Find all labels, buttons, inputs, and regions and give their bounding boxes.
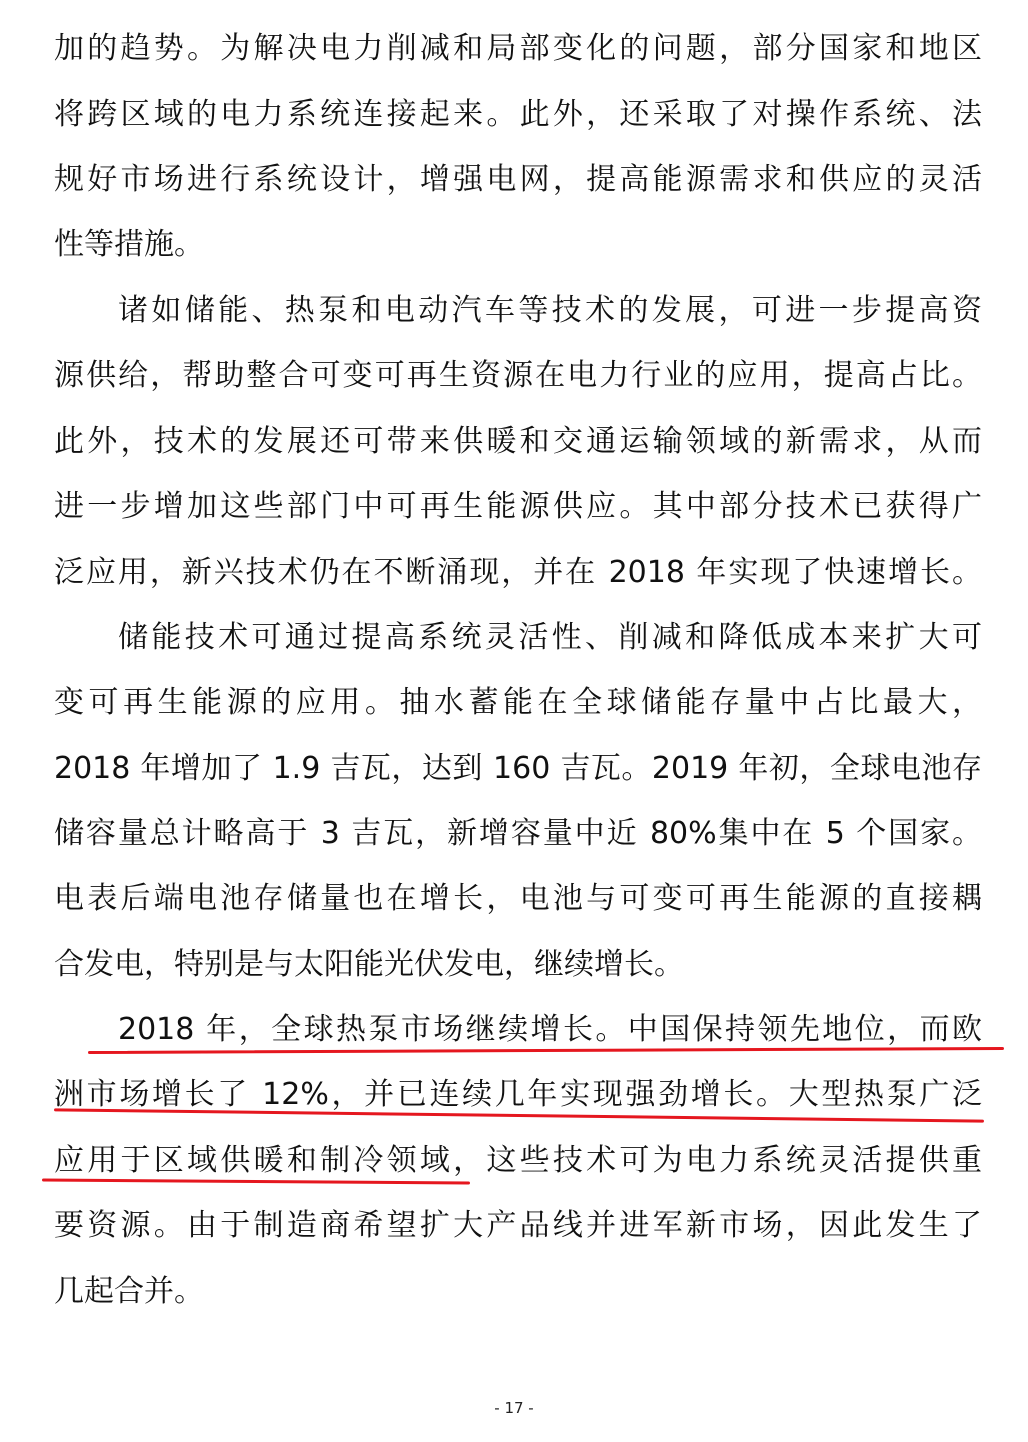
text-line: 进一步增加这些部门中可再生能源供应。其中部分技术已获得广 (54, 489, 982, 524)
text-line: 合发电，特别是与太阳能光伏发电，继续增长。 (54, 947, 684, 982)
text-line: 规好市场进行系统设计，增强电网，提高能源需求和供应的灵活 (54, 162, 982, 197)
text-line: 此外，技术的发展还可带来供暖和交通运输领域的新需求，从而 (54, 424, 982, 459)
text-line: 要资源。由于制造商希望扩大产品线并进军新市场，因此发生了 (54, 1208, 982, 1243)
page-number: - 17 - (494, 1399, 534, 1417)
text-line: 几起合并。 (54, 1274, 204, 1309)
text-line: 诸如储能、热泵和电动汽车等技术的发展，可进一步提高资 (118, 293, 982, 328)
text-line: 应用于区域供暖和制冷领域，这些技术可为电力系统灵活提供重 (54, 1143, 982, 1178)
text-line: 泛应用，新兴技术仍在不断涌现，并在 2018 年实现了快速增长。 (54, 555, 982, 590)
text-line: 洲市场增长了 12%，并已连续几年实现强劲增长。大型热泵广泛 (54, 1077, 982, 1112)
text-line: 加的趋势。为解决电力削减和局部变化的问题，部分国家和地区 (54, 31, 982, 66)
text-line: 性等措施。 (54, 227, 204, 262)
text-line: 将跨区域的电力系统连接起来。此外，还采取了对操作系统、法 (54, 97, 982, 132)
text-line: 储容量总计略高于 3 吉瓦，新增容量中近 80%集中在 5 个国家。 (54, 816, 982, 851)
text-line: 变可再生能源的应用。抽水蓄能在全球储能存量中占比最大， (54, 685, 982, 720)
text-line: 2018 年，全球热泵市场继续增长。中国保持领先地位，而欧 (118, 1012, 982, 1047)
text-line: 源供给，帮助整合可变可再生资源在电力行业的应用，提高占比。 (54, 358, 982, 393)
text-line: 电表后端电池存储量也在增长，电池与可变可再生能源的直接耦 (54, 881, 982, 916)
text-line: 储能技术可通过提高系统灵活性、削减和降低成本来扩大可 (118, 620, 982, 655)
text-line: 2018 年增加了 1.9 吉瓦，达到 160 吉瓦。2019 年初，全球电池存 (54, 751, 982, 786)
